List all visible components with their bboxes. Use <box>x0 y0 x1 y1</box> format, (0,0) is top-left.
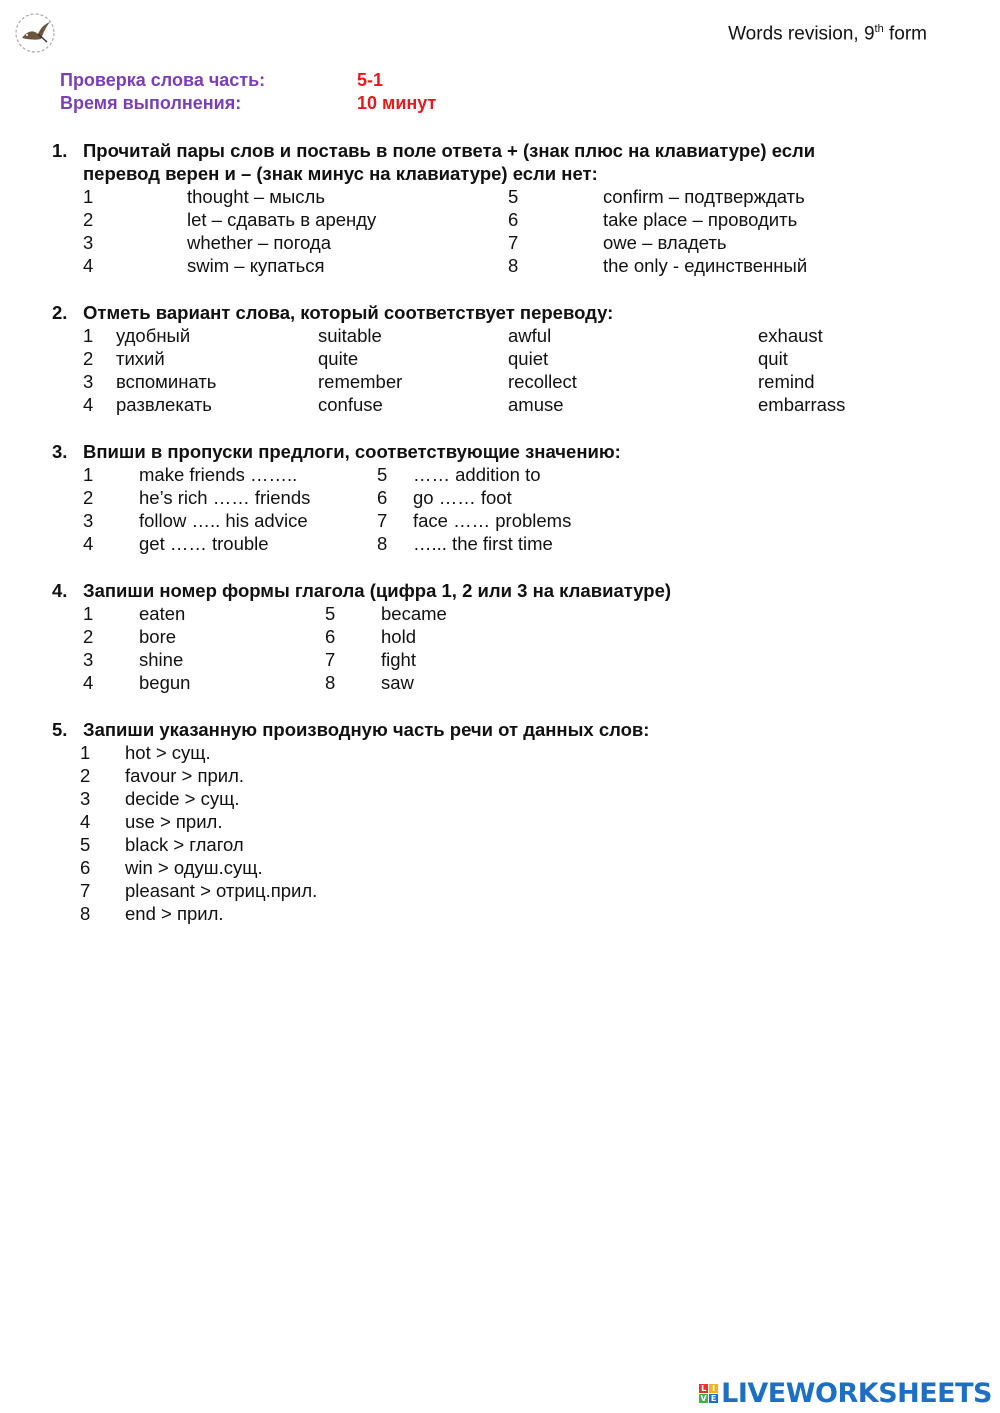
item-derivation: black > глагол <box>125 834 244 855</box>
item-word-ru: тихий <box>116 348 165 369</box>
item-number: 2 <box>83 348 94 369</box>
option-word[interactable]: awful <box>508 325 552 346</box>
question-title: Впиши в пропуски предлоги, соответствующие значению: <box>83 441 621 462</box>
item-number: 7 <box>80 880 91 901</box>
item-phrase: make friends …….. <box>139 464 298 485</box>
item-number: 5 <box>80 834 91 855</box>
item-number: 2 <box>83 487 94 508</box>
item-number: 5 <box>377 464 388 485</box>
item-pair: let – сдавать в аренду <box>187 209 377 230</box>
item-word-ru: вспоминать <box>116 371 217 392</box>
item-phrase: face …… problems <box>413 510 572 531</box>
item-verb: became <box>381 603 447 624</box>
option-word[interactable]: quiet <box>508 348 549 369</box>
item-pair: swim – купаться <box>187 255 325 276</box>
item-number: 7 <box>325 649 336 670</box>
item-derivation: hot > сущ. <box>125 742 211 763</box>
item-number: 2 <box>80 765 91 786</box>
item-number: 4 <box>83 533 94 554</box>
part-value: 5-1 <box>357 70 384 90</box>
item-derivation: decide > сущ. <box>125 788 240 809</box>
item-pair: take place – проводить <box>603 209 798 230</box>
time-label: Время выполнения: <box>60 93 242 113</box>
option-word[interactable]: quit <box>758 348 788 369</box>
item-number: 7 <box>508 232 519 253</box>
worksheet-title: Words revision, 9th form <box>728 23 927 45</box>
item-verb: eaten <box>139 603 186 624</box>
item-number: 6 <box>377 487 388 508</box>
item-number: 8 <box>508 255 519 276</box>
item-number: 2 <box>83 209 94 230</box>
school-logo <box>14 12 56 54</box>
item-verb: bore <box>139 626 177 647</box>
brand-grid-letter: I <box>709 1384 718 1393</box>
question-title: Запиши указанную производную часть речи от данных слов: <box>83 719 650 740</box>
item-verb: shine <box>139 649 184 670</box>
item-number: 6 <box>508 209 519 230</box>
item-word-ru: развлекать <box>116 394 212 415</box>
question-title: Отметь вариант слова, который соответствует переводу: <box>83 302 614 323</box>
part-label: Проверка слова часть: <box>60 70 266 90</box>
item-number: 3 <box>83 510 94 531</box>
question-title-line2: перевод верен и – (знак минус на клавиатуре) если нет: <box>83 163 598 184</box>
item-number: 8 <box>80 903 91 924</box>
item-phrase: he’s rich …… friends <box>139 487 311 508</box>
item-pair: confirm – подтверждать <box>603 186 805 207</box>
item-phrase: go …… foot <box>413 487 512 508</box>
option-word[interactable]: amuse <box>508 394 564 415</box>
item-word-ru: удобный <box>116 325 191 346</box>
item-pair: thought – мысль <box>187 186 325 207</box>
item-derivation: favour > прил. <box>125 765 245 786</box>
brand-grid-icon <box>699 1384 718 1403</box>
liveworksheets-logo[interactable] <box>699 1379 992 1407</box>
item-number: 4 <box>83 255 94 276</box>
question-number: 2. <box>52 302 68 323</box>
item-pair: whether – погода <box>187 232 331 253</box>
item-pair: the only - единственный <box>603 255 808 276</box>
option-word[interactable]: remind <box>758 371 815 392</box>
item-number: 1 <box>80 742 91 763</box>
option-word[interactable]: exhaust <box>758 325 823 346</box>
brand-grid-letter: E <box>710 1393 717 1403</box>
item-number: 2 <box>83 626 94 647</box>
item-verb: hold <box>381 626 416 647</box>
brand-grid-letter: L <box>701 1383 707 1393</box>
item-number: 1 <box>83 464 94 485</box>
brand-grid-letter: V <box>700 1393 707 1403</box>
item-number: 8 <box>377 533 388 554</box>
option-word[interactable]: recollect <box>508 371 577 392</box>
brand-name: LIVEWORKSHEETS <box>721 1377 992 1409</box>
item-derivation: win > одуш.сущ. <box>125 857 263 878</box>
item-number: 6 <box>80 857 91 878</box>
item-number: 3 <box>83 649 94 670</box>
item-number: 7 <box>377 510 388 531</box>
time-value: 10 минут <box>357 93 437 113</box>
option-word[interactable]: remember <box>318 371 403 392</box>
item-number: 3 <box>80 788 91 809</box>
item-derivation: use > прил. <box>125 811 223 832</box>
item-derivation: end > прил. <box>125 903 224 924</box>
item-phrase: …... the first time <box>413 533 553 554</box>
item-number: 6 <box>325 626 336 647</box>
item-number: 1 <box>83 186 94 207</box>
item-number: 5 <box>508 186 519 207</box>
question-title-line1: Прочитай пары слов и поставь в поле ответа + (знак плюс на клавиатуре) если <box>83 140 816 161</box>
question-number: 3. <box>52 441 68 462</box>
item-number: 8 <box>325 672 336 693</box>
item-phrase: follow ….. his advice <box>139 510 308 531</box>
item-number: 1 <box>83 325 94 346</box>
item-verb: saw <box>381 672 414 693</box>
item-number: 1 <box>83 603 94 624</box>
item-phrase: …… addition to <box>413 464 541 485</box>
item-number: 4 <box>83 394 94 415</box>
item-number: 3 <box>83 232 94 253</box>
item-number: 5 <box>325 603 336 624</box>
item-number: 4 <box>80 811 91 832</box>
question-title: Запиши номер формы глагола (цифра 1, 2 или 3 на клавиатуре) <box>83 580 672 601</box>
option-word[interactable]: suitable <box>318 325 382 346</box>
question-number: 4. <box>52 580 68 601</box>
item-verb: fight <box>381 649 416 670</box>
item-number: 4 <box>83 672 94 693</box>
question-number: 5. <box>52 719 68 740</box>
item-number: 3 <box>83 371 94 392</box>
option-word[interactable]: quite <box>318 348 359 369</box>
item-derivation: pleasant > отриц.прил. <box>125 880 318 901</box>
item-phrase: get …… trouble <box>139 533 269 554</box>
item-pair: owe – владеть <box>603 232 727 253</box>
option-word[interactable]: confuse <box>318 394 383 415</box>
item-verb: begun <box>139 672 191 693</box>
question-number: 1. <box>52 140 68 161</box>
option-word[interactable]: embarrass <box>758 394 846 415</box>
